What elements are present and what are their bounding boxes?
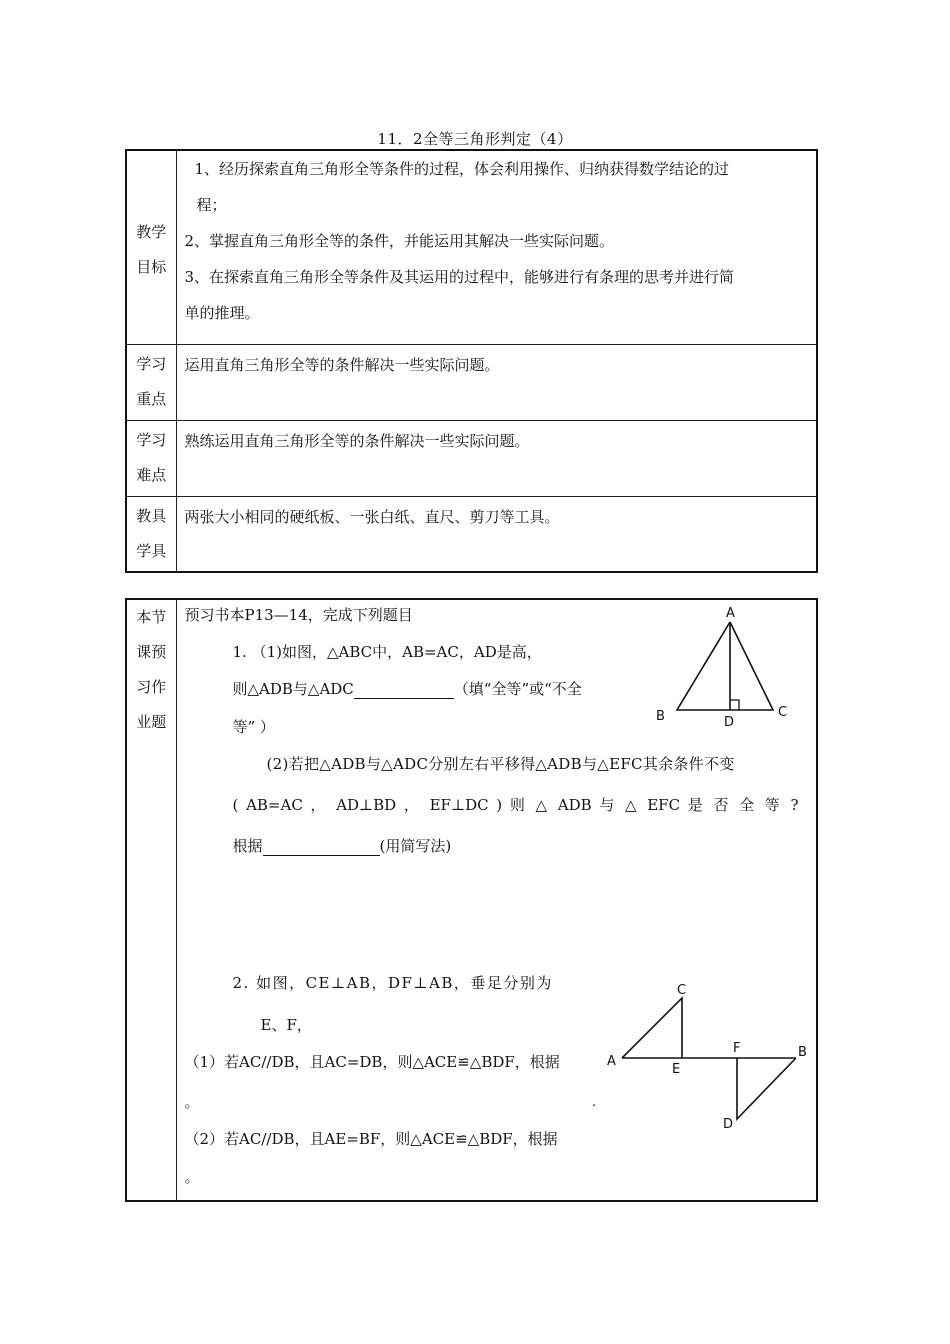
objectives-label: 教学 目标 [126, 150, 176, 344]
fig2-label-B: B [797, 1045, 807, 1060]
fig2-label-F: F [732, 1041, 740, 1056]
objectives-row [126, 150, 817, 344]
lesson-info-table [125, 149, 818, 573]
fig2-label-A: A [606, 1054, 616, 1069]
objective-1: 1、经历探索直角三角形全等条件的过程，体会利用操作、归纳获得数学结论的过 [194, 160, 730, 178]
tools-row [126, 496, 817, 572]
q1b-line-3: 根据 (用简写法) [232, 837, 452, 855]
answer-blank-1[interactable] [354, 680, 454, 699]
fig1-label-A: A [725, 606, 735, 621]
triangle-figure-2 [591, 978, 807, 1138]
q1b-line-1: (2)若把△ADB与△ADC分别左右平移得△ADB与△EFC其余条件不变 [266, 755, 735, 773]
homework-table [125, 598, 818, 1202]
fig1-label-D: D [723, 715, 734, 730]
homework-intro: 预习书本P13—14，完成下列题目 [184, 606, 413, 624]
tools-label: 教具 学具 [126, 496, 176, 572]
page-title: 11．2全等三角形判定（4） [377, 130, 573, 148]
triangle-figure-1 [647, 606, 797, 730]
q2a-end: 。 [184, 1093, 200, 1111]
objective-2: 2、掌握直角三角形全等的条件，并能运用其解决一些实际问题。 [184, 232, 615, 250]
q2a-line: （1）若AC//DB，且AC=DB，则△ACE≌△BDF，根据 [184, 1053, 560, 1071]
fig1-label-C: C [777, 705, 787, 720]
homework-label: 本节 课预 习作 业题 [126, 599, 176, 1201]
fig2-label-E: E [671, 1062, 680, 1077]
difficulty-row [126, 420, 817, 496]
objective-3-cont: 单的推理。 [184, 304, 260, 322]
q1b-line-2: ( AB=AC ， AD⊥BD ， EF⊥DC ) 则 △ ADB 与 △ EFC 是 否 全 等 ? [232, 796, 799, 814]
q2b-end: 。 [184, 1168, 200, 1186]
fig2-label-D: D [722, 1117, 733, 1132]
objective-1-cont: 程； [196, 196, 227, 214]
q2-line-2: E、F， [260, 1016, 312, 1034]
objectives-content [176, 150, 817, 344]
fig1-label-B: B [655, 709, 665, 724]
tools-text: 两张大小相同的硬纸板、一张白纸、直尺、剪刀等工具。 [176, 496, 817, 572]
q1-line-2: 则△ADB与△ADC （填“全等”或“不全 [232, 680, 582, 698]
objective-3: 3、在探索直角三角形全等条件及其运用的过程中，能够进行有条理的思考并进行简 [184, 268, 735, 286]
focus-label: 学习 重点 [126, 344, 176, 420]
difficulty-text: 熟练运用直角三角形全等的条件解决一些实际问题。 [176, 420, 817, 496]
q1-line-1: 1. （1)如图，△ABC中，AB=AC，AD是高， [232, 643, 542, 661]
stray-mark: . [591, 1095, 596, 1110]
q1-line-3: 等” ） [232, 718, 275, 736]
homework-row [126, 599, 817, 1201]
fig2-label-C: C [676, 983, 686, 998]
focus-text: 运用直角三角形全等的条件解决一些实际问题。 [176, 344, 817, 420]
homework-content [176, 599, 817, 1201]
q2b-line: （2）若AC//DB，且AE=BF，则△ACE≌△BDF，根据 [184, 1130, 558, 1148]
q2-line-1: 2. 如图，CE⊥AB，DF⊥AB，垂足分别为 [232, 974, 553, 992]
difficulty-label: 学习 难点 [126, 420, 176, 496]
focus-row [126, 344, 817, 420]
answer-blank-2[interactable] [263, 837, 380, 856]
